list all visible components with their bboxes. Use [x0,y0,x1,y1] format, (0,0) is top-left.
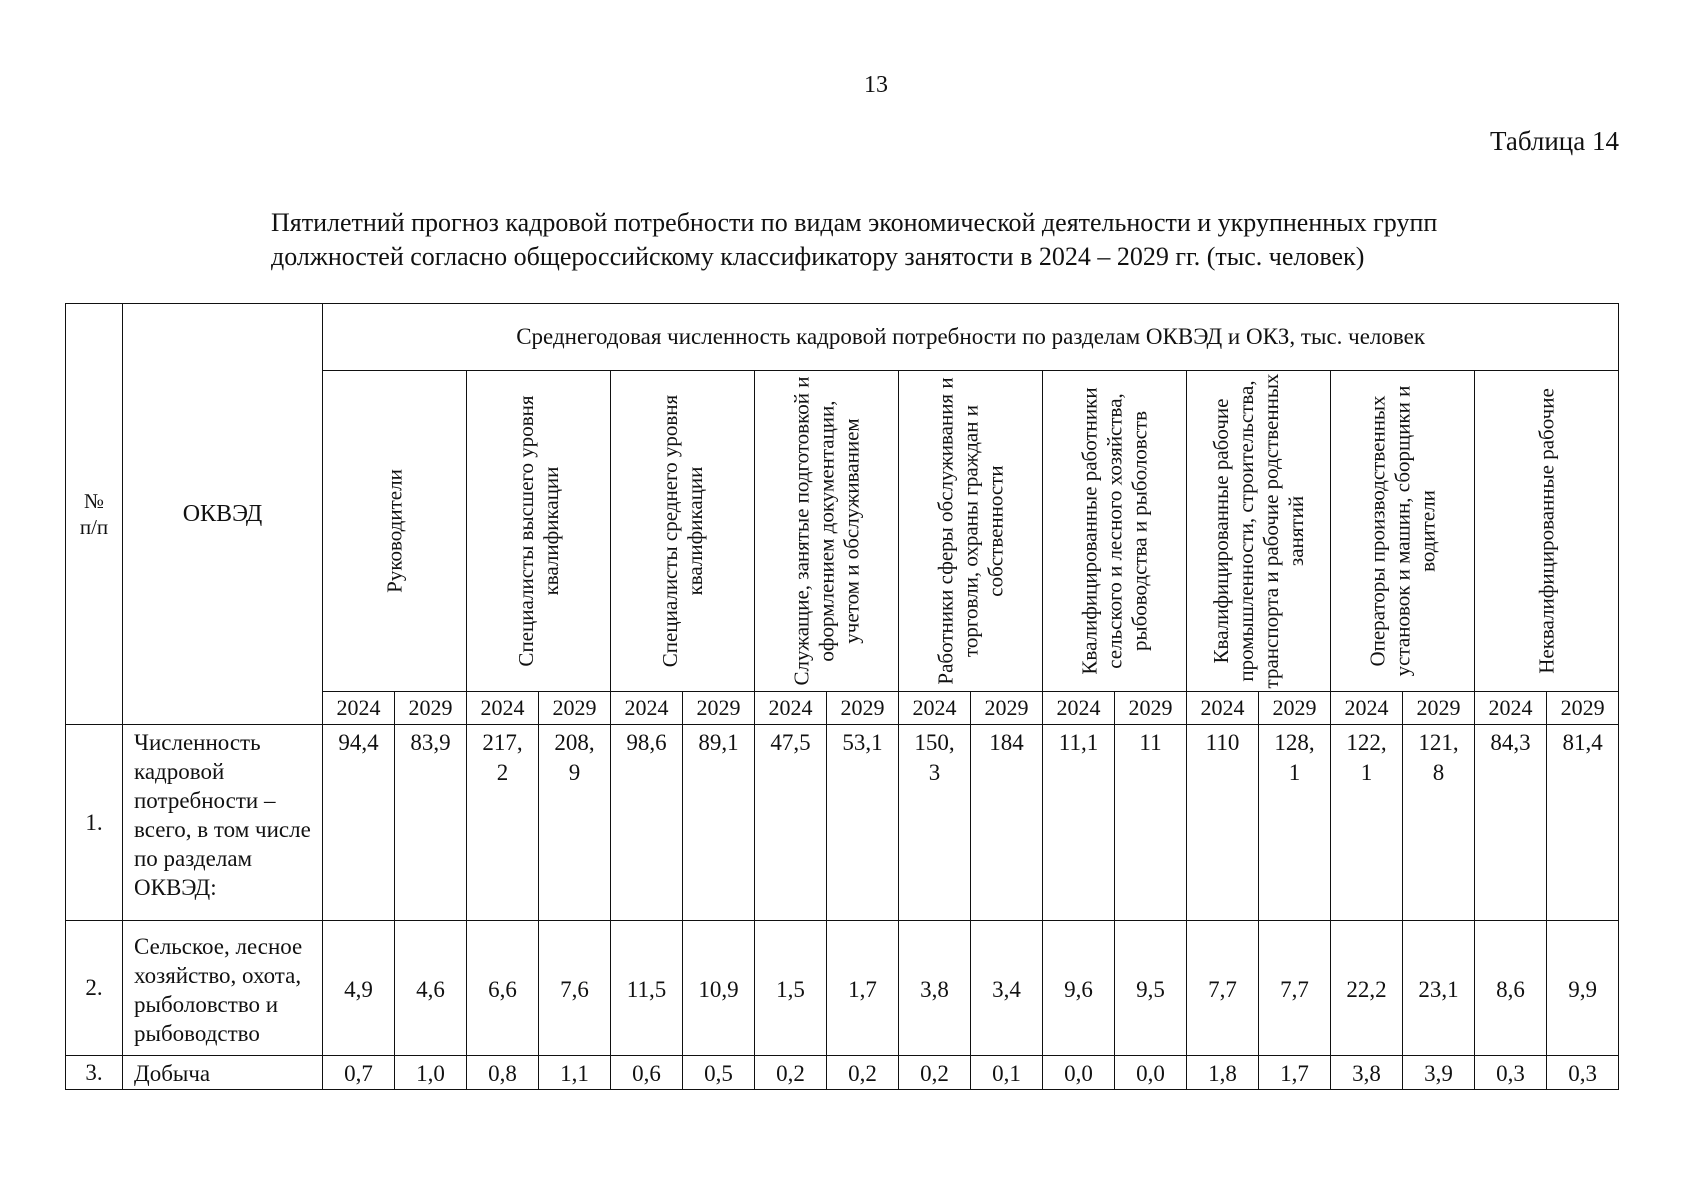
year-header: 2029 [1259,692,1331,725]
value-text: 22,2 [1346,976,1387,1002]
value-text: 208, [554,730,595,755]
value-text: 122, [1346,730,1387,755]
title-line-2: должностей согласно общероссийскому классификатору занятости в 2024 – 2029 гг. (тыс. человек) [271,242,1365,271]
title-line-1: Пятилетний прогноз кадровой потребности по видам экономической деятельности и укрупненных групп [271,208,1438,237]
value-text: 1 [1360,760,1373,785]
category-label: Операторы производственных установок и машин, сборщики и водители [1365,385,1439,677]
category-header [611,371,755,692]
okved-header: ОКВЭД [123,304,323,725]
value-cell [971,921,1043,1056]
row-number: 3. [66,1056,123,1090]
value-text: 184 [989,730,1024,755]
value-cell [539,1056,611,1090]
value-text: 1,1 [560,1061,589,1086]
value-cell [1475,1056,1547,1090]
value-text: 1,7 [848,976,877,1002]
value-cell [1547,1056,1619,1090]
value-text: 1 [1288,760,1301,785]
value-cell [1259,725,1331,921]
value-cell [899,1056,971,1090]
value-text: 23,1 [1418,976,1459,1002]
value-text: 83,9 [410,730,451,755]
value-text: 4,9 [344,976,373,1002]
category-header [1331,371,1475,692]
year-header: 2024 [1475,692,1547,725]
value-text: 98,6 [626,730,667,755]
value-cell [683,921,755,1056]
value-text: 94,4 [338,730,379,755]
value-cell [1187,1056,1259,1090]
value-cell [971,725,1043,921]
value-text: 0,3 [1568,1061,1597,1086]
page-number: 13 [864,72,888,98]
value-cell [1115,1056,1187,1090]
okved-cell: Добыча [123,1056,323,1090]
value-text: 3,4 [992,976,1021,1002]
category-label: Специалисты высшего уровня квалификации [513,395,563,667]
category-header [755,371,899,692]
value-text: 2 [496,760,509,785]
value-text: 9,6 [1064,976,1093,1002]
value-text: 0,7 [344,1061,373,1086]
value-cell [323,725,395,921]
category-label: Неквалифицированные рабочие [1534,388,1559,674]
year-header: 2024 [323,692,395,725]
value-text: 9,9 [1568,976,1597,1002]
year-header: 2029 [1547,692,1619,725]
year-header: 2024 [755,692,827,725]
value-text: 110 [1205,730,1240,755]
okved-cell: Сельское, лесное хозяйство, охота, рыболовство и рыбоводство [123,921,323,1056]
category-header [1187,371,1331,692]
year-header: 2024 [1187,692,1259,725]
value-cell [827,921,899,1056]
value-text: 0,0 [1064,1061,1093,1086]
value-text: 121, [1418,730,1459,755]
value-cell [1331,1056,1403,1090]
value-cell [1259,921,1331,1056]
table-row [66,725,1619,921]
value-text: 3,8 [920,976,949,1002]
value-text: 217, [482,730,523,755]
value-text: 11,5 [626,976,667,1002]
value-cell [683,725,755,921]
category-header [323,371,467,692]
year-header: 2024 [1043,692,1115,725]
value-text: 7,7 [1208,976,1237,1002]
value-text: 89,1 [698,730,739,755]
value-cell [539,921,611,1056]
value-text: 1,7 [1280,1061,1309,1086]
table-row [66,921,1619,1056]
year-header: 2029 [1115,692,1187,725]
category-header [467,371,611,692]
year-header: 2029 [395,692,467,725]
value-cell [755,1056,827,1090]
value-text: 10,9 [698,976,739,1002]
value-text: 47,5 [770,730,811,755]
value-cell [1403,725,1475,921]
value-text: 0,0 [1136,1061,1165,1086]
value-cell [1331,725,1403,921]
value-cell [1475,921,1547,1056]
year-header: 2024 [611,692,683,725]
value-cell [1475,725,1547,921]
value-text: 1,5 [776,976,805,1002]
value-text: 0,2 [848,1061,877,1086]
row-number-header-line: п/п [79,515,109,539]
year-header: 2029 [827,692,899,725]
table-row [66,1056,1619,1090]
value-cell [395,725,467,921]
category-label: Служащие, занятые подготовкой и оформлением документации, учетом и обслуживанием [789,376,863,686]
value-text: 9,5 [1136,976,1165,1002]
value-cell [1403,1056,1475,1090]
value-cell [467,921,539,1056]
value-cell [467,1056,539,1090]
value-cell [1115,725,1187,921]
value-text: 150, [914,730,955,755]
value-cell [467,725,539,921]
value-cell [1259,1056,1331,1090]
value-text: 0,1 [992,1061,1021,1086]
value-cell [755,725,827,921]
value-cell [1403,921,1475,1056]
category-header [899,371,1043,692]
value-text: 8 [1432,760,1445,785]
value-text: 4,6 [416,976,445,1002]
value-text: 53,1 [842,730,883,755]
value-text: 0,8 [488,1061,517,1086]
value-cell [971,1056,1043,1090]
row-number: 2. [66,921,123,1056]
value-cell [611,725,683,921]
year-header: 2029 [683,692,755,725]
category-label: Работники сферы обслуживания и торговли, охраны граждан и собственности [933,377,1007,685]
value-text: 8,6 [1496,976,1525,1002]
value-text: 0,2 [920,1061,949,1086]
year-header: 2029 [971,692,1043,725]
value-text: 1,0 [416,1061,445,1086]
value-cell [1043,725,1115,921]
value-text: 0,2 [776,1061,805,1086]
category-header [1475,371,1619,692]
okved-cell: Численность кадровой потребности – всего, в том числе по разделам ОКВЭД: [123,725,323,921]
value-text: 0,6 [632,1061,661,1086]
category-label: Руководители [382,469,406,593]
value-text: 0,3 [1496,1061,1525,1086]
category-label: Квалифицированные работники сельского и лесного хозяйства, рыбоводства и рыболовств [1077,387,1151,675]
year-header: 2029 [1403,692,1475,725]
value-cell [323,921,395,1056]
category-label: Специалисты среднего уровня квалификации [657,394,707,668]
row-number-header-line: № [83,489,105,513]
value-cell [1187,725,1259,921]
value-text: 3 [928,760,941,785]
value-cell [683,1056,755,1090]
year-header: 2024 [1331,692,1403,725]
value-cell [395,1056,467,1090]
category-header [1043,371,1187,692]
value-cell [611,1056,683,1090]
year-header: 2029 [539,692,611,725]
value-text: 3,8 [1352,1061,1381,1086]
year-header: 2024 [467,692,539,725]
year-header: 2024 [899,692,971,725]
value-cell [755,921,827,1056]
value-cell [1547,921,1619,1056]
group-header: Среднегодовая численность кадровой потребности по разделам ОКВЭД и ОКЗ, тыс. человек [323,304,1619,371]
value-cell [395,921,467,1056]
value-cell [1331,921,1403,1056]
value-text: 81,4 [1562,730,1603,755]
value-cell [1187,921,1259,1056]
value-cell [539,725,611,921]
value-text: 6,6 [488,976,517,1002]
value-cell [827,1056,899,1090]
category-label: Квалифицированные рабочие промышленности, строительства, транспорта и рабочие родственных занятий [1208,373,1308,689]
value-text: 11,1 [1058,730,1099,755]
value-cell [1043,921,1115,1056]
value-cell [611,921,683,1056]
value-cell [827,725,899,921]
table-title [271,206,1437,274]
value-cell [1115,921,1187,1056]
forecast-table [65,303,1619,1090]
value-text: 0,5 [704,1061,733,1086]
table-label: Таблица 14 [1490,126,1619,156]
value-cell [899,921,971,1056]
value-text: 128, [1274,730,1315,755]
row-number-header [66,304,123,725]
value-text: 3,9 [1424,1061,1453,1086]
value-text: 7,6 [560,976,589,1002]
value-cell [1547,725,1619,921]
value-text: 9 [568,760,581,785]
value-text: 84,3 [1490,730,1531,755]
value-text: 7,7 [1280,976,1309,1002]
value-cell [323,1056,395,1090]
value-cell [1043,1056,1115,1090]
value-text: 11 [1139,730,1162,755]
value-cell [899,725,971,921]
value-text: 1,8 [1208,1061,1237,1086]
row-number: 1. [66,725,123,921]
